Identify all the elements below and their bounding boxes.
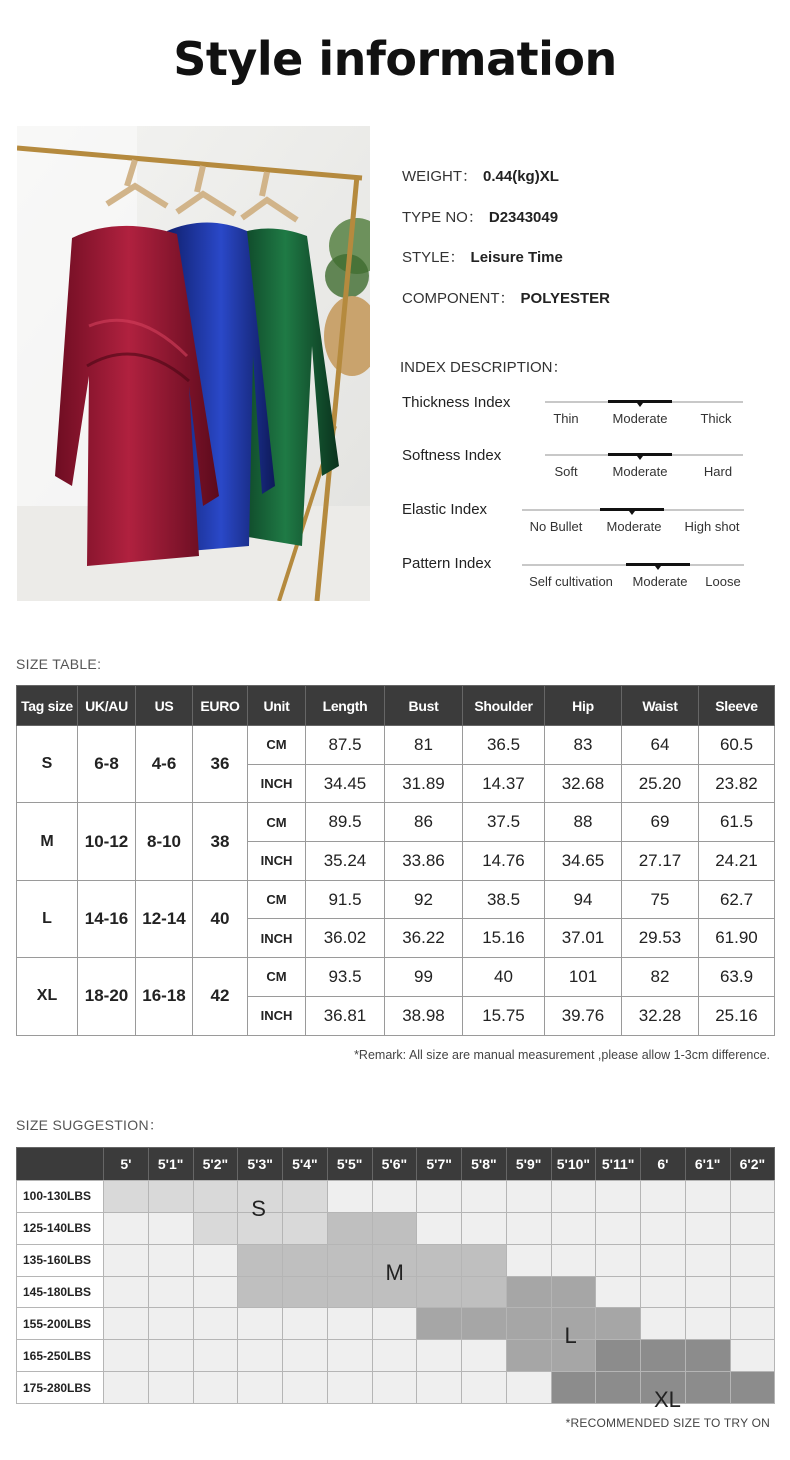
grid-cell	[372, 1371, 418, 1404]
unit-cell: CM	[248, 803, 306, 842]
uk-cell: 10-12	[78, 803, 136, 880]
column-header: Bust	[385, 686, 463, 726]
grid-cell	[551, 1244, 597, 1277]
grid-cell	[416, 1244, 462, 1277]
grid-cell	[193, 1244, 239, 1277]
shoulder-cell: 14.37	[463, 764, 545, 803]
grid-cell	[148, 1180, 194, 1213]
height-header: 5'4"	[282, 1147, 328, 1181]
grid-cell	[372, 1307, 418, 1340]
grid-cell	[282, 1307, 328, 1340]
sleeve-cell: 25.16	[699, 996, 775, 1035]
grid-cell	[103, 1307, 149, 1340]
index-pointer-icon	[655, 566, 661, 570]
grid-cell	[685, 1339, 731, 1372]
hip-cell: 94	[545, 880, 622, 919]
grid-cell	[416, 1276, 462, 1309]
table-row	[17, 958, 775, 997]
info-value: 0.44(kg)XL	[483, 168, 559, 185]
grid-cell	[506, 1276, 552, 1309]
grid-cell	[282, 1371, 328, 1404]
sleeve-cell: 61.90	[699, 919, 775, 958]
length-cell: 91.5	[306, 880, 385, 919]
euro-cell: 40	[193, 880, 248, 957]
grid-cell	[461, 1180, 507, 1213]
hip-cell: 83	[545, 726, 622, 765]
waist-cell: 25.20	[622, 764, 699, 803]
shoulder-cell: 40	[463, 958, 545, 997]
height-header: 5'9"	[506, 1147, 552, 1181]
recommend-note: *RECOMMENDED SIZE TO TRY ON	[565, 1416, 770, 1430]
product-photo	[17, 126, 370, 601]
info-value: Leisure Time	[470, 249, 563, 266]
shoulder-cell: 38.5	[463, 880, 545, 919]
height-header: 5'2"	[193, 1147, 239, 1181]
length-cell: 35.24	[306, 842, 385, 881]
info-component	[402, 287, 610, 308]
index-pointer-icon	[637, 456, 643, 460]
grid-cell	[103, 1212, 149, 1245]
height-header: 6'2"	[730, 1147, 776, 1181]
grid-cell	[193, 1180, 239, 1213]
height-header: 5'6"	[372, 1147, 418, 1181]
waist-cell: 29.53	[622, 919, 699, 958]
grid-cell	[461, 1371, 507, 1404]
size-remark: *Remark: All size are manual measurement ,please allow 1-3cm difference.	[354, 1048, 770, 1062]
grid-cell	[595, 1371, 641, 1404]
grid-cell	[461, 1307, 507, 1340]
grid-cell	[685, 1180, 731, 1213]
grid-cell	[595, 1307, 641, 1340]
grid-cell	[551, 1212, 597, 1245]
table-row	[17, 803, 775, 842]
hip-cell: 39.76	[545, 996, 622, 1035]
grid-cell	[237, 1371, 283, 1404]
euro-cell: 38	[193, 803, 248, 880]
grid-cell	[506, 1307, 552, 1340]
weight-label: 100-130LBS	[16, 1180, 104, 1213]
index-name-pattern: Pattern Index	[402, 555, 492, 572]
grid-cell	[506, 1371, 552, 1404]
grid-cell	[148, 1244, 194, 1277]
grid-cell	[372, 1180, 418, 1213]
weight-label: 165-250LBS	[16, 1339, 104, 1372]
grid-cell	[730, 1180, 776, 1213]
us-cell: 8-10	[136, 803, 193, 880]
uk-cell: 14-16	[78, 880, 136, 957]
height-header: 5'11"	[595, 1147, 641, 1181]
waist-cell: 75	[622, 880, 699, 919]
index-option: No Bullet	[529, 519, 583, 534]
bust-cell: 81	[385, 726, 463, 765]
sleeve-cell: 61.5	[699, 803, 775, 842]
sleeve-cell: 24.21	[699, 842, 775, 881]
column-header: Hip	[545, 686, 622, 726]
info-type-no	[402, 206, 558, 227]
grid-cell	[640, 1276, 686, 1309]
waist-cell: 32.28	[622, 996, 699, 1035]
shoulder-cell: 37.5	[463, 803, 545, 842]
bust-cell: 33.86	[385, 842, 463, 881]
size-suggestion-grid	[16, 1147, 774, 1413]
grid-cell	[730, 1371, 776, 1404]
unit-cell: INCH	[248, 919, 306, 958]
grid-cell	[372, 1212, 418, 1245]
column-header: Tag size	[17, 686, 78, 726]
shoulder-cell: 36.5	[463, 726, 545, 765]
unit-cell: CM	[248, 880, 306, 919]
uk-cell: 18-20	[78, 958, 136, 1035]
grid-cell	[730, 1212, 776, 1245]
info-label: STYLE：	[402, 249, 465, 266]
height-header: 5'7"	[416, 1147, 462, 1181]
weight-label: 135-160LBS	[16, 1244, 104, 1277]
waist-cell: 27.17	[622, 842, 699, 881]
grid-cell	[103, 1371, 149, 1404]
grid-cell	[640, 1307, 686, 1340]
index-option: High shot	[684, 519, 740, 534]
hip-cell: 32.68	[545, 764, 622, 803]
column-header: UK/AU	[78, 686, 136, 726]
weight-label: 145-180LBS	[16, 1276, 104, 1309]
length-cell: 36.02	[306, 919, 385, 958]
index-option: Moderate	[612, 411, 668, 426]
size-suggestion-heading: SIZE SUGGESTION：	[16, 1117, 164, 1133]
grid-cell	[595, 1180, 641, 1213]
unit-cell: INCH	[248, 764, 306, 803]
length-cell: 89.5	[306, 803, 385, 842]
table-row	[17, 726, 775, 765]
grid-cell	[148, 1212, 194, 1245]
grid-cell	[685, 1371, 731, 1404]
grid-cell	[461, 1212, 507, 1245]
weight-label: 155-200LBS	[16, 1307, 104, 1340]
height-header: 5'5"	[327, 1147, 373, 1181]
us-cell: 12-14	[136, 880, 193, 957]
info-style	[402, 246, 563, 267]
info-value: POLYESTER	[520, 290, 610, 307]
unit-cell: INCH	[248, 996, 306, 1035]
grid-cell	[327, 1180, 373, 1213]
grid-cell	[237, 1276, 283, 1309]
size-label-l: L	[564, 1323, 577, 1349]
grid-cell	[416, 1339, 462, 1372]
grid-cell	[416, 1212, 462, 1245]
waist-cell: 82	[622, 958, 699, 997]
column-header: Shoulder	[463, 686, 545, 726]
length-cell: 87.5	[306, 726, 385, 765]
grid-cell	[551, 1276, 597, 1309]
index-pointer-icon	[629, 511, 635, 515]
euro-cell: 42	[193, 958, 248, 1035]
waist-cell: 69	[622, 803, 699, 842]
grid-cell	[103, 1180, 149, 1213]
index-option: Self cultivation	[529, 574, 613, 589]
grid-cell	[327, 1339, 373, 1372]
grid-cell	[282, 1244, 328, 1277]
index-pointer-icon	[637, 403, 643, 407]
unit-cell: CM	[248, 726, 306, 765]
index-option: Thick	[700, 411, 732, 426]
shoulder-cell: 15.16	[463, 919, 545, 958]
index-name-thickness: Thickness Index	[402, 394, 511, 411]
grid-cell	[148, 1339, 194, 1372]
grid-cell	[193, 1212, 239, 1245]
index-option: Moderate	[632, 574, 688, 589]
grid-cell	[327, 1244, 373, 1277]
us-cell: 4-6	[136, 726, 193, 803]
height-header: 5'10"	[551, 1147, 597, 1181]
grid-cell	[103, 1276, 149, 1309]
grid-cell	[327, 1371, 373, 1404]
column-header: Sleeve	[699, 686, 775, 726]
grid-cell	[506, 1339, 552, 1372]
height-header: 5'3"	[237, 1147, 283, 1181]
grid-cell	[237, 1244, 283, 1277]
weight-label: 125-140LBS	[16, 1212, 104, 1245]
column-header: Length	[306, 686, 385, 726]
grid-cell	[193, 1276, 239, 1309]
info-label: WEIGHT：	[402, 168, 477, 185]
grid-cell	[506, 1212, 552, 1245]
grid-cell	[416, 1371, 462, 1404]
grid-cell	[461, 1339, 507, 1372]
column-header: US	[136, 686, 193, 726]
size-table-header	[17, 686, 775, 726]
size-label-xl: XL	[654, 1387, 681, 1413]
grid-cell	[640, 1339, 686, 1372]
grid-cell	[685, 1212, 731, 1245]
grid-cell	[237, 1339, 283, 1372]
grid-cell	[282, 1212, 328, 1245]
grid-cell	[551, 1371, 597, 1404]
info-label: COMPONENT：	[402, 290, 515, 307]
grid-cell	[282, 1180, 328, 1213]
grid-cell	[595, 1212, 641, 1245]
index-option: Loose	[705, 574, 741, 589]
euro-cell: 36	[193, 726, 248, 803]
grid-cell	[193, 1339, 239, 1372]
grid-cell	[416, 1180, 462, 1213]
grid-cell	[730, 1244, 776, 1277]
grid-cell	[372, 1339, 418, 1372]
sleeve-cell: 23.82	[699, 764, 775, 803]
weight-label: 175-280LBS	[16, 1371, 104, 1404]
grid-cell	[237, 1307, 283, 1340]
grid-cell	[730, 1339, 776, 1372]
tag-size-cell: L	[17, 880, 78, 957]
length-cell: 36.81	[306, 996, 385, 1035]
grid-cell	[685, 1244, 731, 1277]
grid-cell	[416, 1307, 462, 1340]
size-table-heading: SIZE TABLE:	[16, 656, 102, 672]
shoulder-cell: 14.76	[463, 842, 545, 881]
bust-cell: 38.98	[385, 996, 463, 1035]
column-header: EURO	[193, 686, 248, 726]
bust-cell: 92	[385, 880, 463, 919]
grid-cell	[327, 1212, 373, 1245]
height-header: 5'1"	[148, 1147, 194, 1181]
grid-cell	[461, 1276, 507, 1309]
unit-cell: INCH	[248, 842, 306, 881]
shoulder-cell: 15.75	[463, 996, 545, 1035]
index-description-heading: INDEX DESCRIPTION：	[400, 359, 568, 376]
grid-cell	[282, 1339, 328, 1372]
grid-cell	[730, 1307, 776, 1340]
grid-cell	[685, 1307, 731, 1340]
length-cell: 34.45	[306, 764, 385, 803]
grid-cell	[506, 1244, 552, 1277]
length-cell: 93.5	[306, 958, 385, 997]
grid-cell	[595, 1276, 641, 1309]
index-option: Soft	[554, 464, 578, 479]
column-header: Unit	[248, 686, 306, 726]
grid-cell	[640, 1180, 686, 1213]
index-option: Thin	[553, 411, 579, 426]
tag-size-cell: XL	[17, 958, 78, 1035]
grid-cell	[327, 1307, 373, 1340]
hip-cell: 37.01	[545, 919, 622, 958]
column-header: Waist	[622, 686, 699, 726]
grid-cell	[640, 1244, 686, 1277]
table-row	[17, 880, 775, 919]
grid-cell	[595, 1339, 641, 1372]
index-name-softness: Softness Index	[402, 447, 502, 464]
sleeve-cell: 62.7	[699, 880, 775, 919]
grid-corner-cell	[16, 1147, 104, 1181]
grid-cell	[193, 1307, 239, 1340]
bust-cell: 86	[385, 803, 463, 842]
hip-cell: 34.65	[545, 842, 622, 881]
grid-cell	[148, 1307, 194, 1340]
grid-cell	[551, 1180, 597, 1213]
bust-cell: 99	[385, 958, 463, 997]
grid-cell	[193, 1371, 239, 1404]
grid-cell	[148, 1276, 194, 1309]
index-option: Moderate	[606, 519, 662, 534]
grid-cell	[103, 1244, 149, 1277]
height-header: 5'	[103, 1147, 149, 1181]
info-label: TYPE NO：	[402, 209, 483, 226]
grid-cell	[730, 1276, 776, 1309]
height-header: 5'8"	[461, 1147, 507, 1181]
info-weight	[402, 165, 559, 186]
grid-cell	[595, 1244, 641, 1277]
index-option: Moderate	[612, 464, 668, 479]
size-table	[16, 685, 775, 1036]
grid-cell	[461, 1244, 507, 1277]
bust-cell: 36.22	[385, 919, 463, 958]
unit-cell: CM	[248, 958, 306, 997]
grid-cell	[685, 1276, 731, 1309]
hip-cell: 101	[545, 958, 622, 997]
height-header: 6'1"	[685, 1147, 731, 1181]
grid-cell	[148, 1371, 194, 1404]
size-label-m: M	[385, 1259, 404, 1285]
page-title: Style information	[173, 32, 617, 86]
grid-cell	[327, 1276, 373, 1309]
grid-cell	[506, 1180, 552, 1213]
waist-cell: 64	[622, 726, 699, 765]
grid-cell	[103, 1339, 149, 1372]
bust-cell: 31.89	[385, 764, 463, 803]
index-name-elastic: Elastic Index	[402, 501, 488, 518]
index-option: Hard	[703, 464, 733, 479]
height-header: 6'	[640, 1147, 686, 1181]
uk-cell: 6-8	[78, 726, 136, 803]
tag-size-cell: M	[17, 803, 78, 880]
tag-size-cell: S	[17, 726, 78, 803]
info-value: D2343049	[488, 209, 559, 226]
hip-cell: 88	[545, 803, 622, 842]
sleeve-cell: 63.9	[699, 958, 775, 997]
us-cell: 16-18	[136, 958, 193, 1035]
grid-cell	[282, 1276, 328, 1309]
sleeve-cell: 60.5	[699, 726, 775, 765]
grid-cell	[640, 1212, 686, 1245]
size-label-s: S	[251, 1196, 266, 1221]
